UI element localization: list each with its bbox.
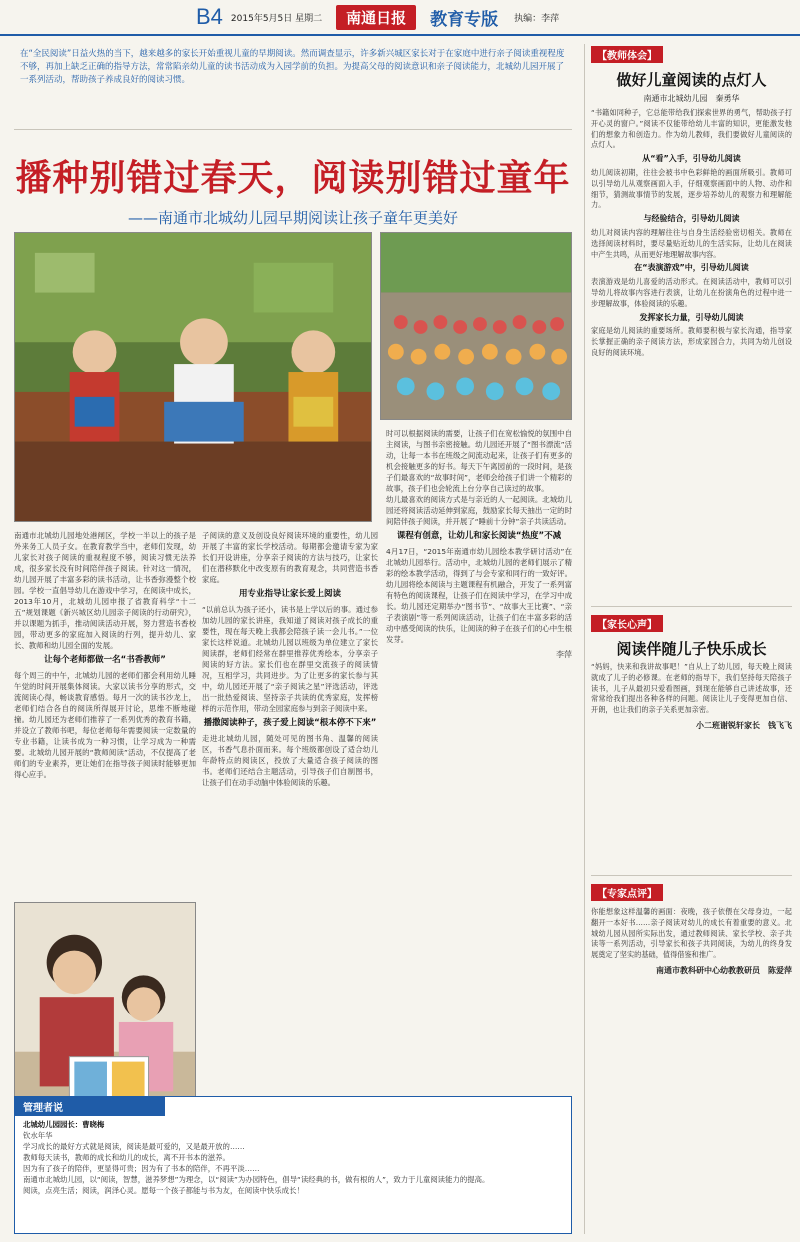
- sidebar-column: [584, 44, 792, 1234]
- teacher-article-p1: 幼儿阅读初期，往往会被书中色彩鲜艳的画面所吸引。教师可以引导幼儿从观察画面入手，仔细观察画面中的人物、动作和细节，猜测故事情节的发展，逐步培养幼儿的观察力和理解能力。: [591, 167, 792, 210]
- page-number: B4: [196, 4, 223, 29]
- headline-title: 播种别错过春天，阅读别错过童年: [15, 157, 571, 199]
- tag-teacher-reflection: 【教师体会】: [591, 46, 663, 63]
- article-column-1: [14, 530, 196, 898]
- teacher-article-body: [591, 108, 792, 359]
- article-col2-p2: “以前总认为孩子还小，读书是上学以后的事。通过参加幼儿园的家长讲座，我知道了阅读对孩子成长的重要性，现在每天晚上我都会陪孩子读一会儿书。”一位家长这样说道。北城幼儿园以班级为单位建立了家长阅读群，老师们经常在群里推荐优秀绘本，分享亲子阅读的好方法。家长们也在群里交流孩子的阅读情况，互相学习，共同进步。为了让更多的家长参与其中，幼儿园还开展了“亲子阅读之星”评选活动，评选出一批热爱阅读、坚持亲子共读的优秀家庭，发挥榜样的示范作用，带动全园家庭参与到亲子阅读中来。: [202, 605, 378, 713]
- tag-expert-comment: 【专家点评】: [591, 884, 663, 901]
- managers-line: 学习成长的最好方式就是阅读，阅读是最可爱的，又是最开放的……: [23, 1142, 245, 1151]
- photo-group-reading-steps: [380, 232, 572, 420]
- teacher-subhead-experience: 与经验结合，引导幼儿阅读: [643, 214, 740, 224]
- article-byline: 李萍: [556, 650, 572, 659]
- managers-line: 教师每天读书，教师的成长和幼儿的成长，离不开书本的滋养。: [23, 1153, 230, 1162]
- editor-credit: 执编：李萍: [514, 13, 560, 24]
- teacher-article-p2: 幼儿对阅读内容的理解往往与自身生活经验密切相关。教师在选择阅读材料时，要尽量贴近幼儿的生活实际，让幼儿在阅读中产生共鸣，从而更好地理解故事内容。: [591, 227, 792, 259]
- managers-line: 钦水年华: [23, 1131, 53, 1140]
- article-column-2: [202, 530, 378, 1134]
- issue-date: 2015年5月5日 星期二: [230, 13, 323, 24]
- managers-line: 阅读，点亮生活；阅读，润泽心灵。愿每一个孩子都能与书为友，在阅读中快乐成长！: [23, 1186, 304, 1195]
- divider: [591, 606, 792, 607]
- teacher-article-title: 做好儿童阅读的点灯人: [616, 71, 767, 89]
- managers-line: 南通市北城幼儿园，以“阅读，智慧，滋养梦想”为理念，以“阅读”为办园特色，倡导“读经典的书，做有根的人”，致力于儿童阅读能力的提高。: [23, 1175, 490, 1184]
- main-article-area: [14, 44, 572, 1234]
- photo-children-reading-bench: [14, 232, 372, 522]
- parent-article-signature: 小二班谢锐轩家长 钱飞飞: [696, 720, 792, 730]
- article-col1-p2: 每个周三的中午，北城幼儿园的老师们都会利用幼儿睡午觉的时间开展集体阅读。大家以读书分享的形式，交流阅读心得，畅谈教育感悟。每月一次的读书沙龙上，老师们结合各自的阅读所得展开讨论，思维不断地碰撞。幼儿园还为老师们推荐了一系列优秀的教育书籍，并设立了教师书吧，每位老师每年需要阅读一定数量的专业书籍，让读书成为一种习惯，让学习成为一种需要。北城幼儿园开展的“教师阅读”活动，不仅提高了老师们的专业素养，更让她们在指导孩子阅读时能够更加得心应手。: [14, 671, 196, 779]
- lede-paragraph: 在“全民阅读”日益火热的当下，越来越多的家长开始重视儿童的早期阅读。然而调查显示，许多新兴城区家长对于在家庭中进行亲子阅读重视程度不够，再加上缺乏正确的指导方法，常常陷亲幼儿童的读书活动成为入园学前的负担。为提高父母的阅读意识和亲子阅读能力，北城幼儿园开展了一系列活动，帮助孩子养成良好的阅读习惯。: [14, 44, 572, 130]
- managers-column-box: [14, 1096, 572, 1234]
- teacher-subhead-look: 从“看”入手，引导幼儿阅读: [642, 154, 741, 164]
- article-col3-p1: 时可以根据阅读的需要，让孩子们在宽松愉悦的氛围中自主阅读，与图书亲密接触。幼儿园还开展了“图书漂流”活动，让每一本书在班级之间流动起来，让孩子们有更多的机会接触更多的好书。每天下午离园前的一段时间，是孩子们最喜欢的“故事时间”，老师会给孩子们讲一个精彩的故事，孩子们也会轮流上台分享自己读过的故事。: [386, 429, 572, 493]
- article-col1-p1: 南通市北城幼儿园地处港闸区，学校一半以上的孩子是外来务工人员子女。在教育教学当中，老师们发现，幼儿家长对孩子阅读的重视程度不够，阅读习惯无法养成，很多家长没有时间陪伴孩子阅读。针对这一情况，幼儿园开展了丰富多彩的读书活动，让书香弥漫整个校园。学校一直倡导幼儿在游戏中学习，在阅读中成长，2013年10月，北城幼儿园申报了省教育科学“十二五”规划课题《新兴城区幼儿园亲子阅读的行动研究》，并以课题为抓手，推动阅读活动开展，努力营造书香校园，带动更多的家庭加入阅读的行列，提升幼儿、家长、教师和幼儿园全面的发展。: [14, 531, 196, 650]
- parent-article-title: 阅读伴随儿子快乐成长: [616, 640, 767, 658]
- article-col2-p3: 走进北城幼儿园，随处可见的图书角、温馨的阅读区，书香气息扑面而来。每个班级都创设了适合幼儿年龄特点的阅读区，投放了大量适合孩子阅读的图书。老师们还结合主题活动，引导孩子们自制图书，让孩子们在动手动脑中体验阅读的乐趣。: [202, 734, 378, 787]
- headline-subtitle: ——南通市北城幼儿园早期阅读让孩子童年更美好: [127, 209, 458, 227]
- article-col3-p2: 幼儿最喜欢的阅读方式是与亲近的人一起阅读。北城幼儿园还将阅读活动延伸到家庭，鼓励家长每天抽出一定的时间陪伴孩子阅读，并开展了“睡前十分钟”亲子共读活动。: [386, 495, 572, 526]
- section-title: 教育专版: [430, 9, 499, 30]
- teacher-article-p3: 表演游戏是幼儿喜爱的活动形式。在阅读活动中，教师可以引导幼儿将故事内容进行表演，让幼儿在扮演角色的过程中进一步理解故事，体验阅读的乐趣。: [591, 277, 792, 308]
- expert-comment-signature: 南通市教科研中心幼教教研员 陈爱萍: [656, 965, 792, 975]
- managers-column-body: [23, 1119, 563, 1227]
- teacher-article-author: 南通市北城幼儿园 秦勇华: [643, 94, 740, 103]
- divider: [591, 875, 792, 876]
- article-subhead-curriculum: 课程有创意，让幼儿和家长阅读“热度”不减: [396, 531, 562, 541]
- paper-logo: 南通日报: [336, 5, 416, 30]
- teacher-reflection-section: [591, 44, 792, 600]
- article-subhead-children: 播撒阅读种子，孩子爱上阅读“根本停不下来”: [203, 718, 377, 728]
- managers-column-tab: 管理者说: [15, 1097, 165, 1116]
- parent-voice-section: [591, 613, 792, 869]
- article-subhead-parents: 用专业指导让家长爱上阅读: [238, 589, 341, 599]
- article-column-3: [386, 428, 572, 1134]
- teacher-article-p4: 家庭是幼儿阅读的重要场所。教师要积极与家长沟通，指导家长掌握正确的亲子阅读方法，形成家园合力，共同为幼儿创设良好的阅读环境。: [591, 326, 792, 357]
- article-col3-p3: 4月17日，“2015年南通市幼儿园绘本教学研讨活动”在北城幼儿园举行。活动中，北城幼儿园的老师们展示了精彩的绘本教学活动，得到了与会专家和同行的一致好评。幼儿园将绘本阅读与主题课程有机融合，开发了一系列富有特色的阅读课程，让孩子们在阅读中学习，在学习中成长。幼儿园还定期举办“图书节”、“故事大王比赛”、“亲子表演剧”等一系列阅读活动，让孩子们在丰富多彩的活动中感受阅读的快乐，让阅读的种子在孩子们的心中生根发芽。: [386, 547, 572, 644]
- article-subhead-teachers: 让每个老师都做一名“书香教师”: [44, 655, 166, 665]
- expert-comment-section: [591, 882, 792, 1222]
- teacher-article-intro: “书籍如同种子，它总能带给我们探索世界的勇气，帮助孩子打开心灵的窗户。”阅读不仅能带给幼儿丰富的知识，更能激发他们的想象力和创造力。作为幼儿教师，我们要做好儿童阅读的点灯人。: [591, 108, 792, 150]
- teacher-subhead-parents: 发挥家长力量，引导幼儿阅读: [639, 312, 744, 322]
- managers-column-heading: 北城幼儿园园长：曹晓梅: [23, 1120, 105, 1129]
- managers-line: 因为有了孩子的陪伴，更显得可贵；因为有了书本的陪伴，不再平淡……: [23, 1164, 260, 1173]
- masthead: [0, 0, 800, 36]
- article-col2-p1: 子阅读的意义及创设良好阅读环境的重要性，幼儿园开展了丰富的家长学校活动。每期都会邀请专家为家长们开设讲座，分享亲子阅读的方法与技巧，让家长们在潜移默化中改变原有的教育观念，共同营造书香家庭。: [202, 531, 378, 584]
- expert-comment-body: 你能想象这样温馨的画面：夜晚，孩子依偎在父母身边，一起翻开一本好书……亲子阅读对幼儿的成长有着重要的意义。北城幼儿园从园所实际出发，通过教师阅读、家长学校、亲子共读等一系列活动，引导家长和孩子共同阅读，为幼儿的终身发展奠定了坚实的基础，值得借鉴和推广。: [591, 907, 792, 960]
- parent-article-body: “妈妈，快来和我讲故事吧！”自从上了幼儿园，每天晚上阅读就成了儿子的必修课。在老师的指导下，我们坚持每天陪孩子读书，儿子从最初只爱看图画，到现在能够自己讲述故事，还常常给我们提出各种各样的问题。阅读让儿子变得更加自信、开朗，也让我们的亲子关系更加亲密。: [591, 662, 792, 715]
- teacher-subhead-performance: 在“表演游戏”中，引导幼儿阅读: [634, 263, 749, 273]
- tag-parent-voice: 【家长心声】: [591, 615, 663, 632]
- headline: [14, 150, 572, 228]
